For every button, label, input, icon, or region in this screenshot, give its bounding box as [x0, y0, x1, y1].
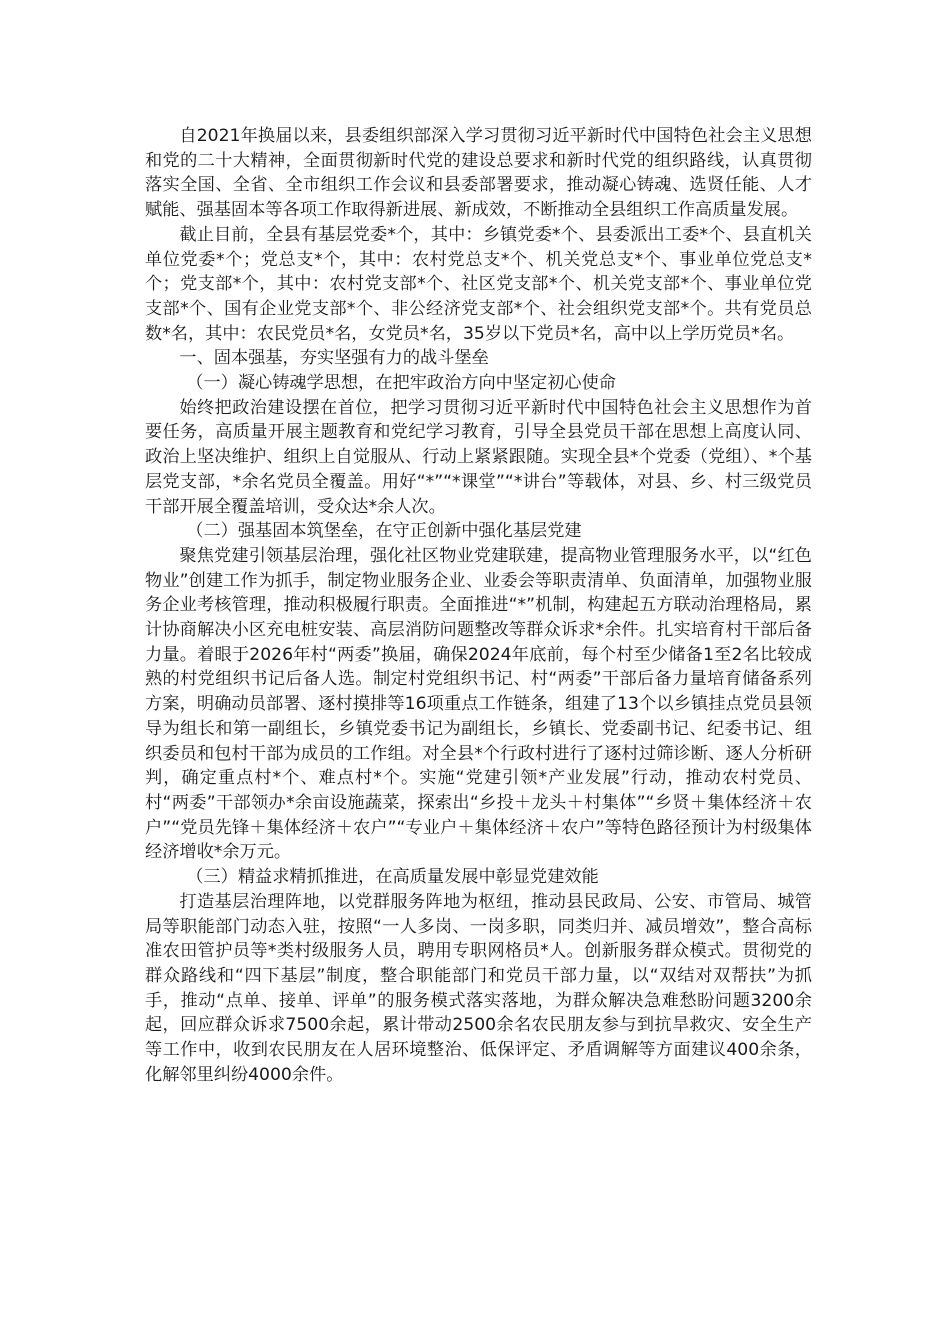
subsection-paragraph-3: 打造基层治理阵地，以党群服务阵地为枢纽，推动县民政局、公安、市管局、城管局等职能部门动态入驻，按照“一人多岗、一岗多职，同类归并、减员增效”，整合高标准农田管护员等*类村级服务人员，聘用专职网格员*人。创新服务群众模式。贯彻党的群众路线和“四下基层”制度，整合职能部门和党员干部力量，以“双结对双帮扶”为抓手，推动“点单、接单、评单”的服务模式落实落地，为群众解决急难愁盼问题3200余起，回应群众诉求7500余起，累计带动2500余名农民朋友参与到抗旱救灾、安全生产等工作中，收到农民朋友在人居环境整治、低保评定、矛盾调解等方面建议400余条，化解邻里纠纷4000余件。 [145, 891, 812, 1085]
subsection-heading-2: （二）强基固本筑堡垒，在守正创新中强化基层党建 [186, 521, 582, 542]
statistics-paragraph: 截止目前，全县有基层党委*个，其中：乡镇党委*个、县委派出工委*个、县直机关单位党委*个；党总支*个，其中：农村党总支*个、机关党总支*个、事业单位党总支*个；党支部*个，其中：农村党支部*个、社区党支部*个、机关党支部*个、事业单位党支部*个、国有企业党支部*个、非公经济党支部*个、社会组织党支部*个。共有党员总数*名，其中：农民党员*名，女党员*名，35岁以下党员*名，高中以上学历党员*名。 [145, 224, 812, 344]
intro-paragraph: 自2021年换届以来，县委组织部深入学习贯彻习近平新时代中国特色社会主义思想和党的二十大精神，全面贯彻新时代党的建设总要求和新时代党的组织路线，认真贯彻落实全国、全省、全市组织工作会议和县委部署要求，推动凝心铸魂、选贤任能、人才赋能、强基固本等各项工作取得新进展、新成效，不断推动全县组织工作高质量发展。 [145, 126, 812, 221]
section-heading-1: 一、固本强基，夯实坚强有力的战斗堡垒 [179, 348, 489, 369]
document-body [145, 124, 812, 1087]
subsection-paragraph-1: 始终把政治建设摆在首位，把学习贯彻习近平新时代中国特色社会主义思想作为首要任务，高质量开展主题教育和党纪学习教育，引导全县党员干部在思想上高度认同、政治上坚决维护、组织上自觉服从、行动上紧紧跟随。实现全县*个党委（党组）、*个基层党支部，*余名党员全覆盖。用好“*”“*课堂”“*讲台”等载体，对县、乡、村三级党员干部开展全覆盖培训，受众达*余人次。 [145, 397, 812, 517]
subsection-paragraph-2: 聚焦党建引领基层治理，强化社区物业党建联建，提高物业管理服务水平，以“红色物业”创建工作为抓手，制定物业服务企业、业委会等职责清单、负面清单，加强物业服务企业考核管理，推动积极履行职责。全面推进“*”机制，构建起五方联动治理格局，累计协商解决小区充电桩安装、高层消防问题整改等群众诉求*余件。扎实培育村干部后备力量。着眼于2026年村“两委”换届，确保2024年底前，每个村至少储备1至2名比较成熟的村党组织书记后备人选。制定村党组织书记、村“两委”干部后备力量培育储备系列方案，明确动员部署、逐村摸排等16项重点工作链条，组建了13个以乡镇挂点党员县领导为组长和第一副组长，乡镇党委书记为副组长，乡镇长、党委副书记、纪委书记、组织委员和包村干部为成员的工作组。对全县*个行政村进行了逐村过筛诊断、逐人分析研判，确定重点村*个、难点村*个。实施“党建引领*产业发展”行动，推动农村党员、村“两委”干部领办*余亩设施蔬菜，探索出“乡投＋龙头＋村集体”“乡贤＋集体经济＋农户”“党员先锋＋集体经济＋农户”“专业户＋集体经济＋农户”等特色路径预计为村级集体经济增收*余万元。 [145, 545, 812, 863]
subsection-heading-3: （三）精益求精抓推进，在高质量发展中彰显党建效能 [186, 867, 599, 888]
subsection-heading-1: （一）凝心铸魂学思想，在把牢政治方向中坚定初心使命 [186, 373, 616, 394]
